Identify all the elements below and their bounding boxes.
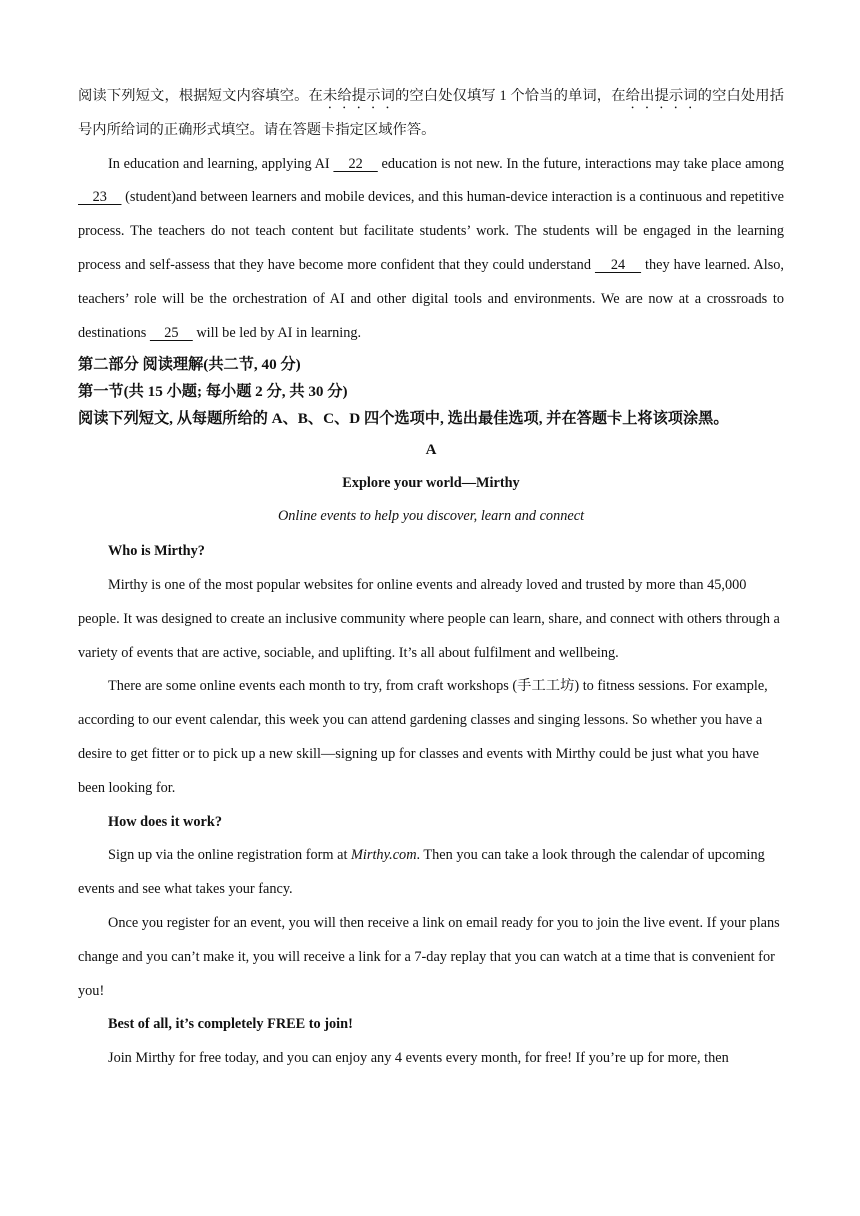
cloze-text: In education and learning, applying AI <box>108 155 334 172</box>
paragraph: Mirthy is one of the most popular websites for online events and already loved and trusted by more than 45,000 people. It was designed to create an inclusive community where people can learn, share, and connect with others through a variety of events that are active, sociable, and uplifting. It’s all about fulfilment and wellbeing. <box>78 576 780 661</box>
exam-page <box>78 80 784 1076</box>
section-instruction: 阅读下列短文, 从每题所给的 A、B、C、D 四个选项中, 选出最佳选项, 并在答题卡上将该项涂黑。 <box>78 410 729 428</box>
blank-24: 24 <box>594 256 642 273</box>
cloze-text: will be led by AI in learning. <box>192 324 362 341</box>
emphasized-text: 给出提示词 <box>625 88 698 104</box>
passage-subtitle: Online events to help you discover, learn and connect <box>277 508 585 525</box>
paragraph-text: Sign up via the online registration form at <box>108 847 351 864</box>
part-title: 第二部分 阅读理解(共二节, 40 分) <box>78 356 301 374</box>
paragraph <box>78 839 784 907</box>
paragraph: There are some online events each month to try, from craft workshops (手工工坊) to fitness sessions. For example, according to our event calendar, this week you can attend gardening classes and singing lessons. So whether you have a desire to get fitter or to pick up a new skill—signing up for classes and events with Mirthy could be just what you have been looking for. <box>78 678 768 796</box>
paragraph-text: . Then you can take a look through the calendar of upcoming events and see what takes your fancy. <box>78 847 765 898</box>
paragraph: Join Mirthy for free today, and you can enjoy any 4 events every month, for free! If you’re up for more, then <box>108 1050 729 1067</box>
passage-title: Explore your world—Mirthy <box>342 475 520 492</box>
cloze-text: (student)and between learners and mobile devices, and this human-device interaction is a continuous and repetitive process. The teachers do not teach content but facilitate students’ work. The students will be engaged in the learning process and self-assess that they have become more confident that they could understand <box>78 189 785 273</box>
blank-25: 25 <box>149 324 193 341</box>
section-title: 第一节(共 15 小题; 每小题 2 分, 共 30 分) <box>78 383 348 401</box>
website-link: Mirthy.com <box>351 847 417 864</box>
instruction-text: 的空白处用括号内所给词的正确形式填空。请在答题卡指定区域作答。 <box>78 88 785 138</box>
instruction-text: 的空白处仅填写 1 个恰当的单词，在 <box>394 88 626 104</box>
blank-22: 22 <box>333 155 378 172</box>
cloze-text: they have learned. Also, teachers’ role will be the orchestration of AI and other digital tools and environments. We are now at a crossroads to destinations <box>78 256 785 341</box>
instruction-text: 阅读下列短文，根据短文内容填空。在 <box>78 88 323 104</box>
cloze-passage <box>78 148 784 351</box>
heading-who: Who is Mirthy? <box>108 543 205 560</box>
emphasized-text: 未给提示词 <box>322 88 395 104</box>
heading-how: How does it work? <box>108 813 222 830</box>
cloze-text: education is not new. In the future, interactions may take place among <box>377 155 784 172</box>
passage-letter: A <box>425 442 437 459</box>
blank-23: 23 <box>78 189 122 206</box>
paragraph: Once you register for an event, you will then receive a link on email ready for you to join the live event. If your plans change and you can’t make it, you will receive a link for a 7-day replay that you can watch at a time that is convenient for you! <box>78 914 780 999</box>
heading-free: Best of all, it’s completely FREE to join! <box>108 1016 353 1033</box>
cloze-instructions <box>78 80 784 148</box>
